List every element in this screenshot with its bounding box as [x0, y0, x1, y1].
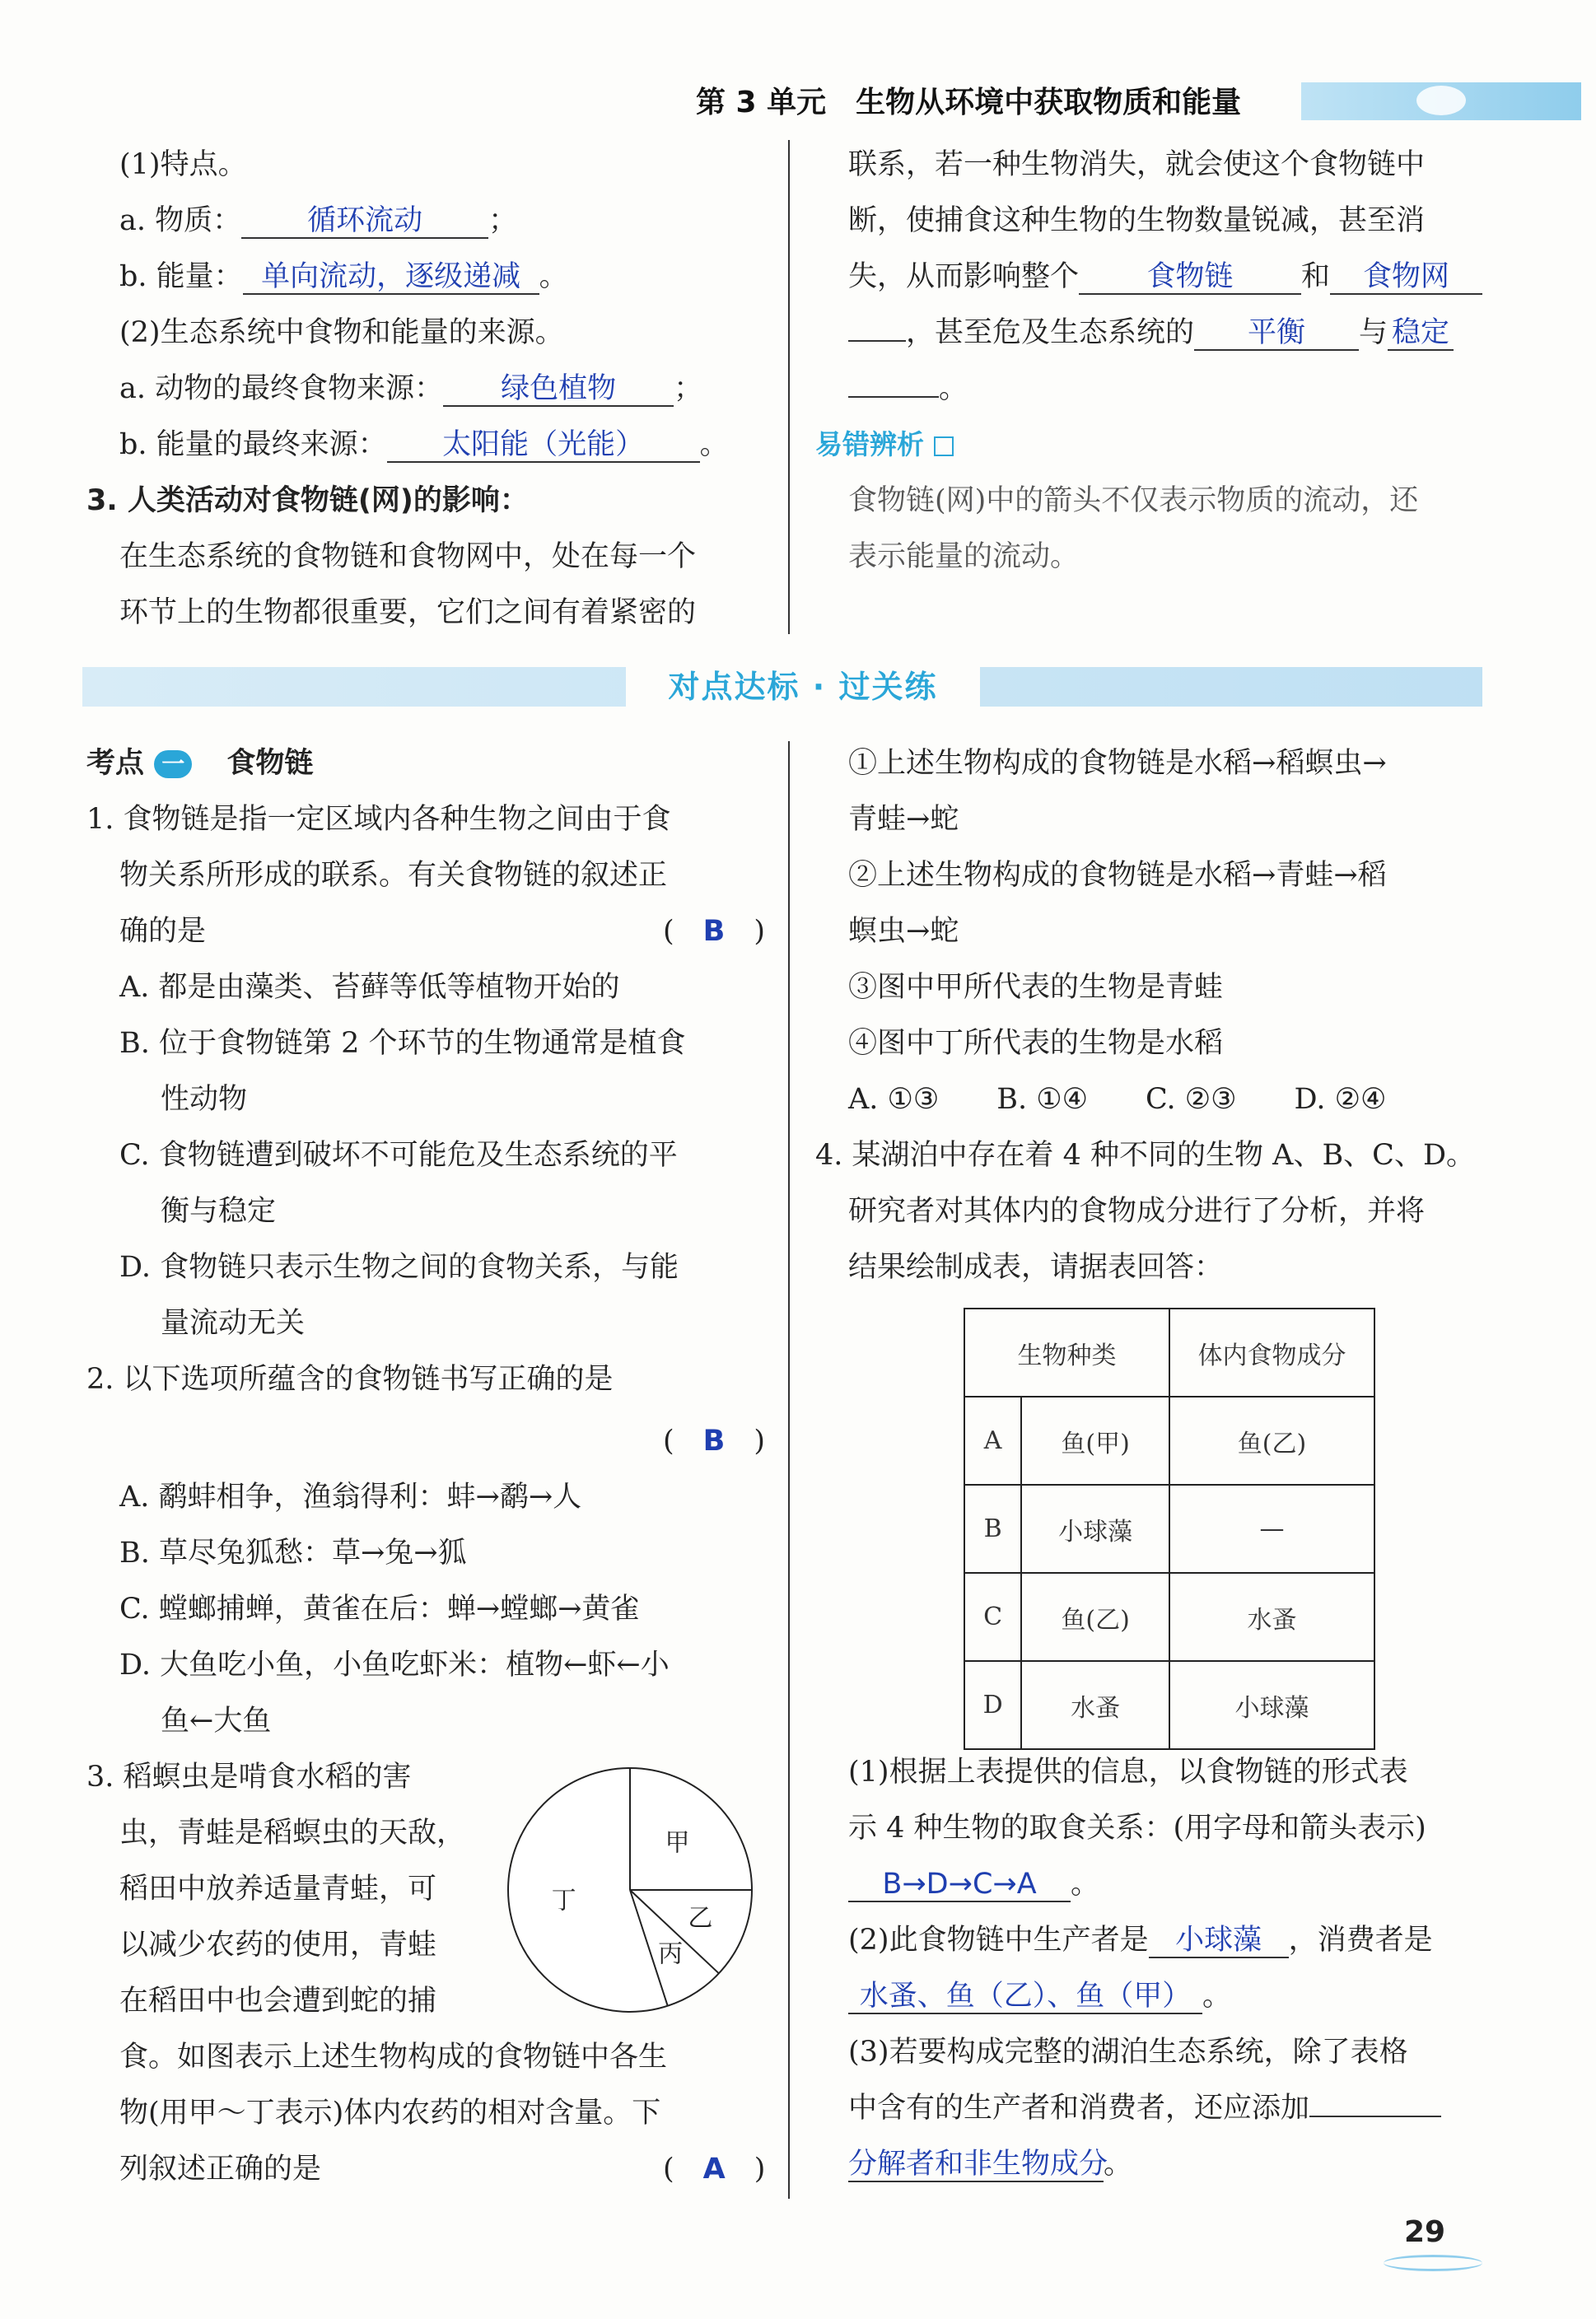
feature-heading: (1)特点。 — [119, 148, 247, 181]
q1-option-b-2: 性动物 — [161, 1083, 248, 1116]
q2-answer: B — [702, 1425, 726, 1458]
q4-sub3-answer-line: 分解者和非生物成分。 — [848, 2148, 1133, 2181]
q3-stem-5: 在稻田中也会遭到蛇的捕 — [119, 1985, 437, 2018]
q1-option-d-2: 量流动无关 — [161, 1307, 306, 1340]
tip-text-2: 表示能量的流动。 — [848, 540, 1080, 573]
energy-line: b. 能量： 单向流动，逐级递减 。 — [119, 260, 568, 293]
section-banner: 对点达标 · 过关练 — [626, 667, 980, 707]
answer-balance: 平衡 — [1248, 316, 1306, 349]
column-divider-bottom — [788, 741, 790, 2199]
q4-stem-2: 研究者对其体内的食物成分进行了分析，并将 — [848, 1195, 1426, 1228]
table-header-food: 体内食物成分 — [1169, 1309, 1374, 1397]
q4-sub1-answer-line: B→D→C→A 。 — [848, 1866, 1099, 1902]
q3-stem-2: 虫，青蛙是稻螟虫的天敌， — [119, 1817, 466, 1850]
header-logo-icon — [1416, 86, 1466, 115]
q1-option-b-1: B. 位于食物链第 2 个环节的生物通常是植食 — [119, 1027, 686, 1060]
tip-text-1: 食物链(网)中的箭头不仅表示物质的流动，还 — [848, 484, 1419, 517]
q3-stem-7: 物(用甲～丁表示)体内农药的相对含量。下 — [119, 2097, 661, 2130]
section-3-heading: 3. 人类活动对食物链(网)的影响： — [86, 484, 529, 517]
q3-option-1b: 青蛙→蛇 — [848, 803, 959, 836]
q4-sub3-b: 中含有的生产者和消费者，还应添加 — [848, 2090, 1441, 2126]
food-source-line: a. 动物的最终食物来源： 绿色植物 ； — [119, 372, 703, 405]
q1-option-d-1: D. 食物链只表示生物之间的食物关系，与能 — [119, 1251, 679, 1284]
q1-option-a: A. 都是由藻类、苔藓等低等植物开始的 — [119, 971, 620, 1004]
q4-sub1-a: (1)根据上表提供的信息，以食物链的形式表 — [848, 1756, 1408, 1789]
q3-stem-4: 以减少农药的使用，青蛙 — [119, 1929, 437, 1962]
q2-option-d-1: D. 大鱼吃小鱼，小鱼吃虾米：植物←虾←小 — [119, 1649, 670, 1682]
table-row: D 水蚤 小球藻 — [964, 1661, 1374, 1749]
q4-answer-producer: 小球藻 — [1175, 1924, 1262, 1957]
q1-option-c-1: C. 食物链遭到破坏不可能危及生态系统的平 — [119, 1139, 678, 1172]
answer-energy-source: 太阳能（光能） — [442, 428, 645, 461]
q3-option-2a: ②上述生物构成的食物链是水稻→青蛙→稻 — [848, 859, 1387, 892]
food-table — [964, 1308, 1375, 1750]
q3-stem-3: 稻田中放养适量青蛙，可 — [119, 1873, 437, 1906]
pie-slice-label: 甲 — [665, 1828, 690, 1858]
q1-answer: B — [702, 915, 726, 948]
q4-stem-1: 4. 某湖泊中存在着 4 种不同的生物 A、B、C、D。 — [815, 1139, 1476, 1172]
q3-option-2b: 螟虫→蛇 — [848, 915, 959, 948]
right-text-5: 。 — [848, 371, 968, 407]
q3-stem-8: 列叙述正确的是 — [119, 2153, 322, 2186]
kaodian-number-badge: 一 — [154, 750, 192, 778]
play-icon — [934, 436, 954, 456]
page-number: 29 — [1404, 2215, 1446, 2249]
unit-header: 第 3 单元 生物从环境中获取物质和能量 — [696, 86, 1242, 119]
q1-stem-2: 物关系所形成的联系。有关食物链的叙述正 — [119, 859, 668, 892]
q2-option-d-2: 鱼←大鱼 — [161, 1705, 272, 1738]
table-row: C 鱼(乙) 水蚤 — [964, 1573, 1374, 1661]
material-line: a. 物质： 循环流动 ； — [119, 204, 518, 237]
tip-tag: 易错辨析 — [815, 427, 954, 463]
q1-answer-bracket: ( B ) — [663, 915, 765, 948]
section-3-text-1: 在生态系统的食物链和食物网中，处在每一个 — [119, 540, 697, 573]
q2-answer-bracket: ( B ) — [663, 1425, 765, 1458]
table-row: B 小球藻 — — [964, 1485, 1374, 1573]
pie-slice-label: 乙 — [688, 1903, 713, 1933]
q4-answer-consumers: 水蚤、鱼（乙）、鱼（甲） — [859, 1980, 1192, 2013]
q4-sub3-a: (3)若要构成完整的湖泊生态系统，除了表格 — [848, 2036, 1408, 2069]
pie-slice-label: 丙 — [658, 1939, 684, 1969]
right-text-3: 失，从而影响整个 食物链 和 食物网 — [848, 259, 1482, 295]
q3-option-1a: ①上述生物构成的食物链是水稻→稻螟虫→ — [848, 747, 1387, 780]
right-text-1: 联系，若一种生物消失，就会使这个食物链中 — [848, 148, 1426, 181]
q3-answer-bracket: ( A ) — [663, 2153, 766, 2186]
column-divider-top — [788, 140, 790, 634]
q3-answer: A — [702, 2153, 726, 2186]
q1-stem-3: 确的是 — [119, 915, 207, 948]
pie-group — [508, 1768, 752, 2012]
table-row: A 鱼(甲) 鱼(乙) — [964, 1397, 1374, 1485]
q3-option-3: ③图中甲所代表的生物是青蛙 — [848, 971, 1224, 1004]
q4-sub1-b: 示 4 种生物的取食关系：(用字母和箭头表示) — [848, 1812, 1426, 1845]
q1-option-c-2: 衡与稳定 — [161, 1195, 277, 1228]
table-header-species: 生物种类 — [964, 1309, 1169, 1397]
q3-stem-1: 3. 稻螟虫是啃食水稻的害 — [86, 1761, 412, 1794]
right-text-2: 断，使捕食这种生物的生物数量锐减，甚至消 — [848, 204, 1426, 237]
kaodian-label: 考点 一 食物链 — [86, 747, 314, 780]
q2-option-c: C. 螳螂捕蝉，黄雀在后：蝉→螳螂→黄雀 — [119, 1593, 640, 1626]
q2-stem: 2. 以下选项所蕴含的食物链书写正确的是 — [86, 1363, 614, 1396]
q2-option-a: A. 鹬蚌相争，渔翁得利：蚌→鹬→人 — [119, 1481, 582, 1514]
energy-source-line: b. 能量的最终来源： 太阳能（光能） 。 — [119, 428, 729, 461]
q4-answer-components: 分解者和非生物成分 — [848, 2148, 1108, 2181]
pesticide-pie-chart — [502, 1762, 758, 2018]
pie-slice-label: 丁 — [551, 1886, 576, 1915]
q1-stem-1: 1. 食物链是指一定区域内各种生物之间由于食 — [86, 803, 671, 836]
answer-food-source: 绿色植物 — [501, 372, 617, 405]
q3-option-4: ④图中丁所代表的生物是水稻 — [848, 1027, 1224, 1060]
q4-answer-chain: B→D→C→A — [882, 1868, 1037, 1901]
answer-stability: 稳定 — [1392, 316, 1450, 349]
answer-material: 循环流动 — [307, 204, 423, 237]
q4-sub2-line: (2)此食物链中生产者是 小球藻 ，消费者是 — [848, 1924, 1433, 1957]
table-header-row — [964, 1309, 1374, 1397]
q3-choices: A. ①③ B. ①④ C. ②③ D. ②④ — [848, 1083, 1387, 1116]
q2-option-b: B. 草尽兔狐愁：草→兔→狐 — [119, 1537, 467, 1570]
answer-food-chain: 食物链 — [1146, 260, 1234, 293]
answer-energy: 单向流动，逐级递减 — [261, 260, 521, 293]
q4-sub2-answer-line: 水蚤、鱼（乙）、鱼（甲） 。 — [848, 1978, 1231, 2014]
source-heading: (2)生态系统中食物和能量的来源。 — [119, 316, 564, 349]
section-3-text-2: 环节上的生物都很重要，它们之间有着紧密的 — [119, 596, 697, 629]
q4-stem-3: 结果绘制成表，请据表回答： — [848, 1251, 1224, 1284]
answer-food-web: 食物网 — [1363, 260, 1450, 293]
q3-stem-6: 食。如图表示上述生物构成的食物链中各生 — [119, 2041, 668, 2074]
right-text-4: ，甚至危及生态系统的 平衡 与 稳定 — [848, 315, 1454, 351]
page-number-wave-icon — [1384, 2255, 1482, 2271]
